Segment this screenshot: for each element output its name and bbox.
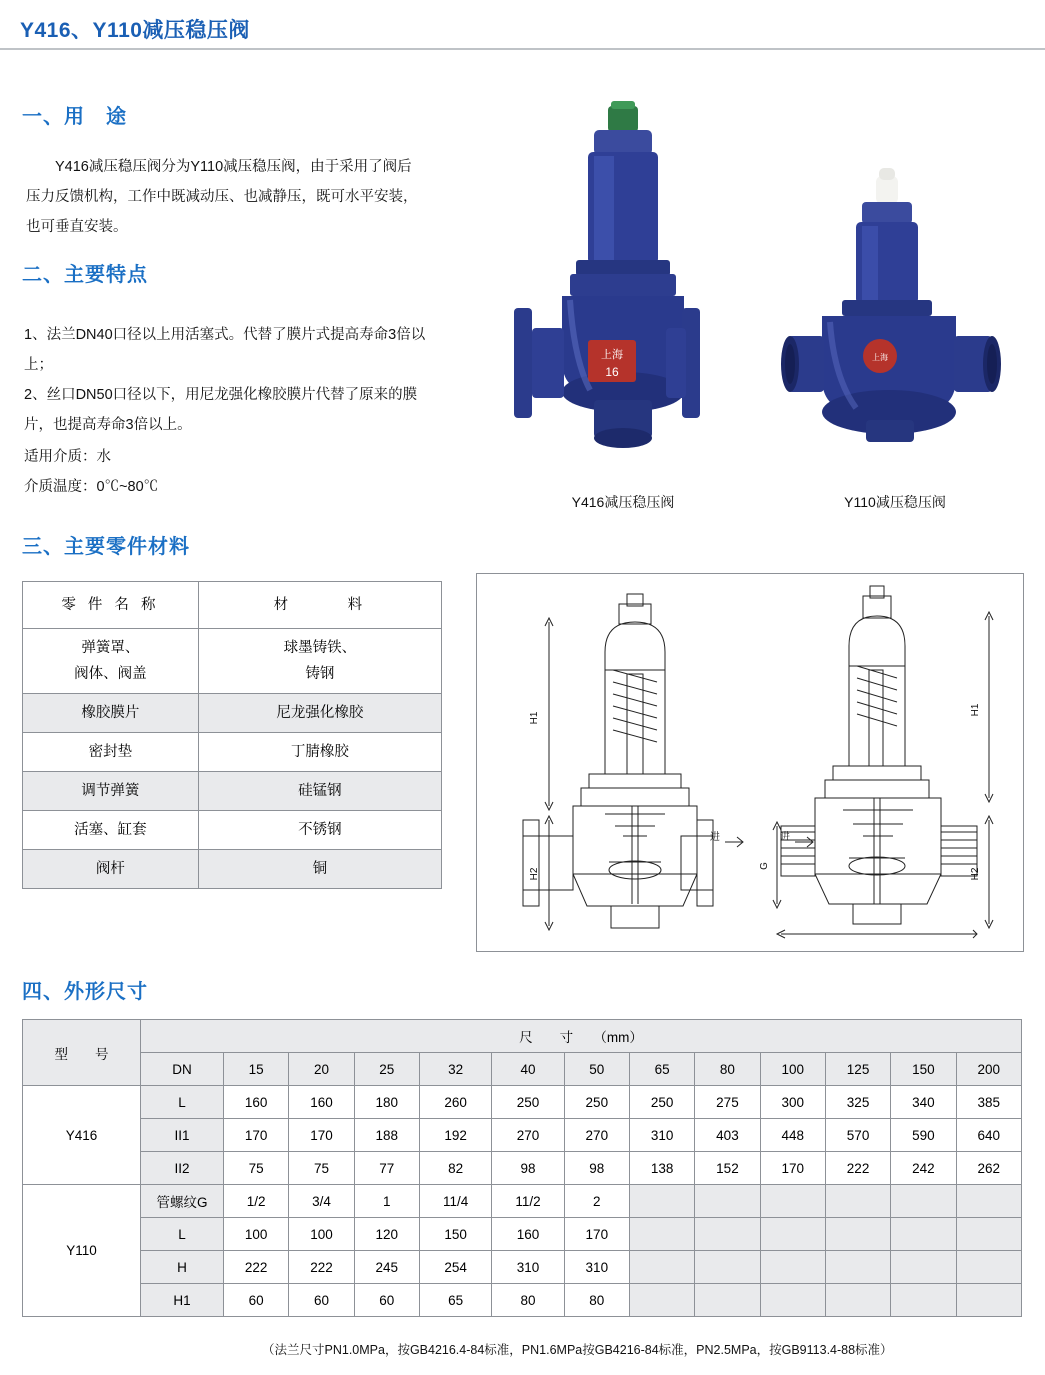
dim-cell-empty [629,1218,694,1251]
dim-cell: 120 [354,1218,419,1251]
dim-cell: 60 [224,1284,289,1317]
dim-cell: 75 [224,1152,289,1185]
dim-label-h1-right: H1 [970,703,981,717]
dim-cell: 3/4 [289,1185,354,1218]
dn-value: 80 [695,1053,760,1086]
dim-cell: 222 [825,1152,890,1185]
dim-cell: 160 [224,1086,289,1119]
table-row [23,629,442,694]
dim-cell: 170 [224,1119,289,1152]
dim-cell-empty [760,1251,825,1284]
dim-cell: 160 [492,1218,564,1251]
dim-cell: 100 [224,1218,289,1251]
dn-value: 32 [419,1053,491,1086]
cross-section-drawing [476,573,1024,952]
material-value-cell: 丁腈橡胶 [198,733,441,772]
dim-cell: 275 [695,1086,760,1119]
dim-row-label: 管螺纹G [141,1185,224,1218]
material-part-cell: 阀杆 [23,850,199,889]
table-row [23,811,442,850]
feature-line-3: 适用介质：水 [24,449,111,465]
dn-value: 100 [760,1053,825,1086]
dim-cell: 310 [564,1251,629,1284]
dn-value: 15 [224,1053,289,1086]
material-value-cell: 硅锰钢 [198,772,441,811]
dim-cell-empty [760,1185,825,1218]
inlet-label-left: 进 [710,832,720,843]
material-value-cell: 尼龙强化橡胶 [198,694,441,733]
dim-cell: 77 [354,1152,419,1185]
dim-cell: 570 [825,1119,890,1152]
dn-value: 20 [289,1053,354,1086]
dim-model-y416: Y416 [23,1086,141,1185]
dim-row-label: H1 [141,1284,224,1317]
dim-cell: 11/2 [492,1185,564,1218]
inlet-label-right: 进 [780,832,790,843]
dim-cell: 60 [354,1284,419,1317]
dim-model-y110: Y110 [23,1185,141,1317]
dim-cell-empty [956,1284,1021,1317]
dim-cell-empty [825,1185,890,1218]
dim-row-label: L [141,1218,224,1251]
section-heading-dimensions: 四、外形尺寸 [22,981,148,1003]
dim-cell: 270 [564,1119,629,1152]
photo-caption-y110: Y110减压稳压阀 [844,494,946,510]
table-header-row [23,1053,1022,1086]
dimensions-note: （法兰尺寸PN1.0MPa，按GB4216.4-84标准，PN1.6MPa按GB4216-84标准，PN2.5MPa，按GB9113.4-88标准） [262,1343,893,1357]
table-header-row [23,582,442,629]
product-photo-illustrations [470,60,1030,520]
dn-value: 25 [354,1053,419,1086]
dim-label-h1-left: H1 [529,711,540,725]
dim-cell: 160 [289,1086,354,1119]
dim-cell: 75 [289,1152,354,1185]
dim-cell: 310 [492,1251,564,1284]
purpose-paragraph: Y416减压稳压阀分为Y110减压稳压阀，由于采用了阀后压力反馈机构，工作中既减动压、也减静压，既可水平安装，也可垂直安装。 [26,159,418,235]
table-row [23,733,442,772]
dim-cell-empty [891,1218,956,1251]
dim-cell: 150 [419,1218,491,1251]
dim-cell: 98 [492,1152,564,1185]
dim-cell: 250 [564,1086,629,1119]
dim-cell: 192 [419,1119,491,1152]
dim-cell-empty [760,1218,825,1251]
dim-cell-empty [695,1218,760,1251]
dim-cell: 170 [760,1152,825,1185]
dim-cell: 325 [825,1086,890,1119]
section-heading-features: 二、主要特点 [22,264,148,286]
dim-cell: 310 [629,1119,694,1152]
dim-cell-empty [629,1185,694,1218]
dim-header-size: 尺 寸 （mm） [141,1020,1022,1053]
material-value-cell [198,629,441,694]
section-heading-materials: 三、主要零件材料 [22,536,190,558]
page-title: Y416、Y110减压稳压阀 [20,19,250,42]
dim-cell: 300 [760,1086,825,1119]
valve-body-label: 16 [605,365,619,379]
dim-cell: 1 [354,1185,419,1218]
materials-header-material: 材 料 [198,582,441,629]
dim-header-model: 型 号 [23,1020,141,1086]
svg-text:上海: 上海 [872,353,888,362]
dim-cell: 262 [956,1152,1021,1185]
dim-cell: 260 [419,1086,491,1119]
table-row [23,694,442,733]
dim-cell: 250 [492,1086,564,1119]
dim-cell: 245 [354,1251,419,1284]
dim-row-label: II1 [141,1119,224,1152]
cross-section-svg [477,574,1021,949]
dn-value: 150 [891,1053,956,1086]
dim-cell-empty [956,1185,1021,1218]
dim-cell: 11/4 [419,1185,491,1218]
photo-y110 [781,168,1001,442]
part-text-line2: 阀体、阀盖 [74,666,147,682]
table-row [23,1218,1022,1251]
dim-cell: 80 [492,1284,564,1317]
dn-value: 200 [956,1053,1021,1086]
dimensions-table [22,1019,1022,1317]
dim-cell: 98 [564,1152,629,1185]
dim-cell: 385 [956,1086,1021,1119]
dim-cell: 222 [224,1251,289,1284]
dim-cell: 403 [695,1119,760,1152]
dim-cell-empty [760,1284,825,1317]
material-value-cell: 铜 [198,850,441,889]
dim-cell: 250 [629,1086,694,1119]
table-row [23,1119,1022,1152]
dim-cell: 448 [760,1119,825,1152]
part-text-line1: 弹簧罩、 [81,640,140,656]
dim-row-label: II2 [141,1152,224,1185]
dim-cell-empty [891,1284,956,1317]
dim-cell-empty [629,1251,694,1284]
dim-cell-empty [891,1251,956,1284]
table-row [23,1251,1022,1284]
dim-cell-empty [956,1251,1021,1284]
product-photos [470,60,1030,510]
material-text-line2: 铸钢 [305,666,335,682]
dim-cell-empty [825,1251,890,1284]
dim-cell: 340 [891,1086,956,1119]
dim-cell: 222 [289,1251,354,1284]
materials-table [22,581,442,889]
dim-cell-empty [695,1284,760,1317]
dim-cell: 270 [492,1119,564,1152]
table-row [23,1086,1022,1119]
dim-cell: 180 [354,1086,419,1119]
dim-cell: 2 [564,1185,629,1218]
dim-cell: 65 [419,1284,491,1317]
dim-cell: 1/2 [224,1185,289,1218]
dim-cell-empty [825,1218,890,1251]
material-part-cell: 橡胶膜片 [23,694,199,733]
table-row [23,772,442,811]
table-header-row [23,1020,1022,1053]
material-part-cell: 调节弹簧 [23,772,199,811]
dim-cell-empty [695,1251,760,1284]
dim-header-dn: DN [141,1053,224,1086]
dim-cell: 170 [289,1119,354,1152]
dim-cell: 138 [629,1152,694,1185]
feature-line-4: 介质温度：0℃~80℃ [24,479,159,495]
dim-cell: 60 [289,1284,354,1317]
title-divider [0,48,1045,50]
dim-label-h2-left: H2 [529,867,540,881]
dn-value: 125 [825,1053,890,1086]
dn-value: 40 [492,1053,564,1086]
table-row [23,1152,1022,1185]
dim-label-g: G [759,862,770,870]
materials-header-part: 零 件 名 称 [23,582,199,629]
dim-label-h2-right: H2 [970,867,981,881]
svg-text:上海: 上海 [601,349,623,361]
feature-line-2: 2、丝口DN50口径以下，用尼龙强化橡胶膜片代替了原来的膜片，也提高寿命3倍以上。 [24,387,418,433]
dim-cell-empty [956,1218,1021,1251]
dim-row-label: H [141,1251,224,1284]
section-heading-purpose: 一、用 途 [22,106,127,128]
dn-value: 50 [564,1053,629,1086]
dim-cell: 82 [419,1152,491,1185]
table-row [23,1284,1022,1317]
dn-value: 65 [629,1053,694,1086]
dim-cell: 590 [891,1119,956,1152]
material-part-cell: 活塞、缸套 [23,811,199,850]
dim-cell: 80 [564,1284,629,1317]
dim-row-label: L [141,1086,224,1119]
dim-cell: 152 [695,1152,760,1185]
photo-y416 [514,101,700,448]
dim-cell-empty [629,1284,694,1317]
photo-caption-y416: Y416减压稳压阀 [571,494,675,510]
dim-cell-empty [891,1185,956,1218]
dim-cell: 100 [289,1218,354,1251]
material-value-cell: 不锈钢 [198,811,441,850]
material-part-cell: 密封垫 [23,733,199,772]
feature-line-1: 1、法兰DN40口径以上用活塞式。代替了膜片式提高寿命3倍以上； [24,327,426,373]
dim-cell-empty [695,1185,760,1218]
dim-cell-empty [825,1284,890,1317]
material-text-line1: 球墨铸铁、 [283,640,357,656]
dim-cell: 170 [564,1218,629,1251]
material-part-cell [23,629,199,694]
table-row [23,1185,1022,1218]
dim-cell: 188 [354,1119,419,1152]
dim-cell: 640 [956,1119,1021,1152]
dim-cell: 242 [891,1152,956,1185]
table-row [23,850,442,889]
dim-cell: 254 [419,1251,491,1284]
